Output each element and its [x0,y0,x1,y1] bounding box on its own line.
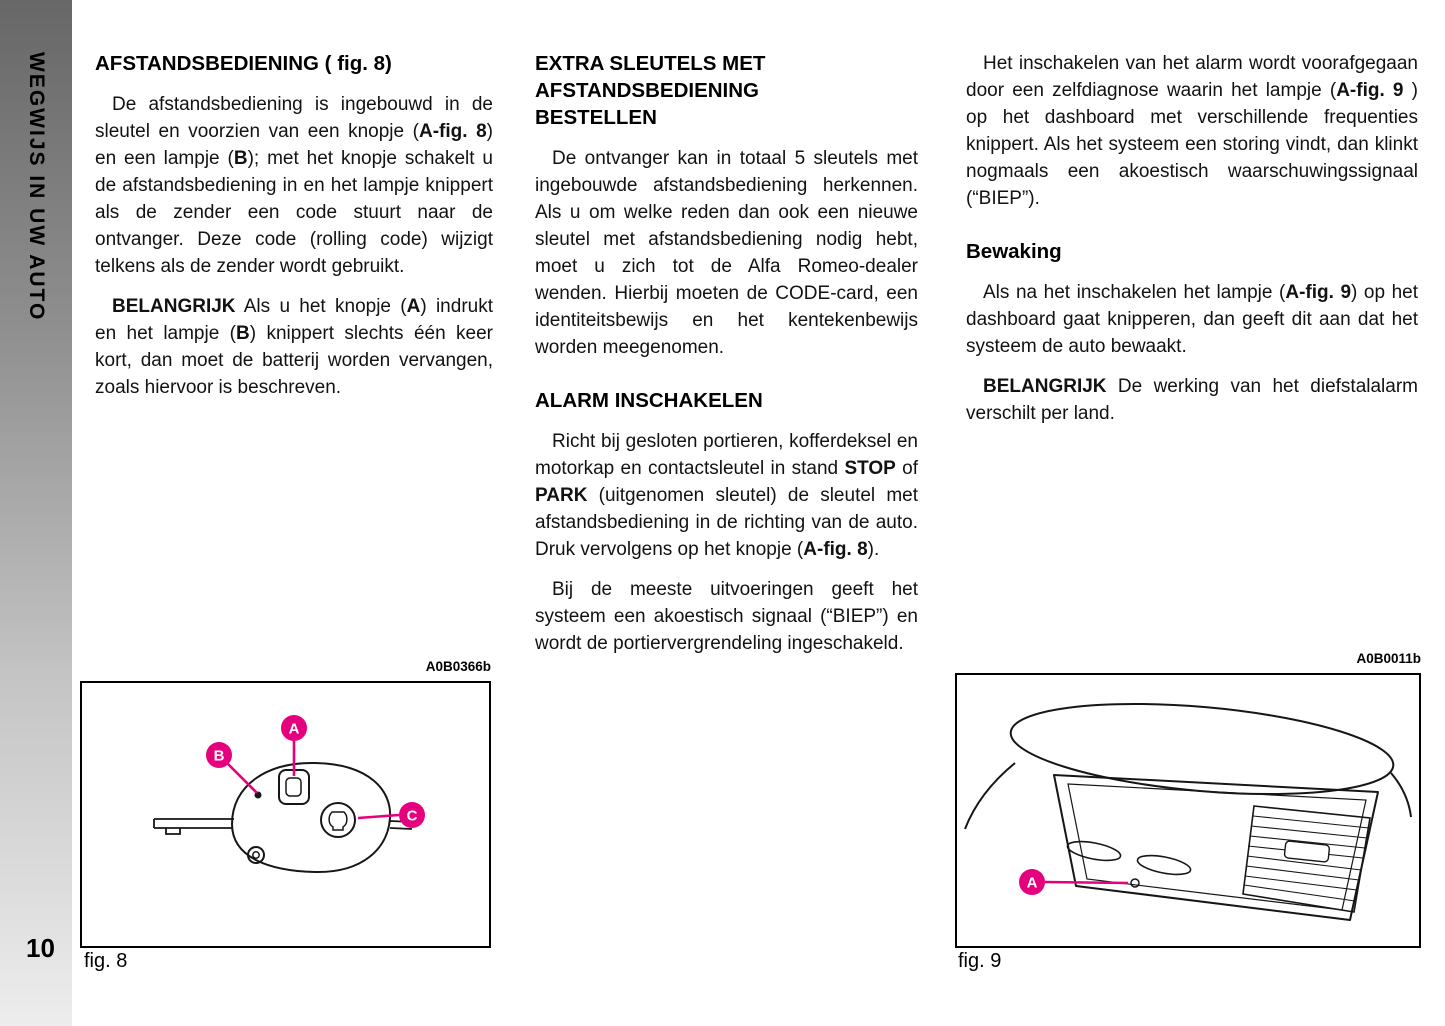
figure-8 [80,681,491,948]
paragraph-belangrijk-battery: BELANGRIJK Als u het knopje (A) indrukt en het lampje (B) knippert slechts één keer kort, dan moet de batterij worden vervangen, zoals hiervoor is beschreven. [95,296,493,398]
paragraph-belangrijk-land: BELANGRIJK De werking van het diefstalalarm verschilt per land. [966,376,1418,424]
figure-8-caption: fig. 8 [84,950,128,972]
figure-8-code: A0B0366b [425,659,491,674]
page-number: 10 [26,933,55,963]
key-remote-drawing [82,683,489,946]
figure-9 [955,673,1421,948]
heading-extra-sleutels [535,50,918,131]
heading-afstandsbediening: AFSTANDSBEDIENING ( fig. 8) [95,52,392,75]
heading-line: EXTRA SLEUTELS MET [535,52,766,75]
paragraph-alarm-activation: Richt bij gesloten portieren, kofferdeksel en motorkap en contactsleutel in stand STOP of PARK (uitgenomen sleutel) de sleutel met afstandsbediening in de richting van de auto. Druk vervolgens op het knopje (A-fig. 8). [535,431,919,560]
figure-9-code: A0B0011b [1356,651,1421,666]
paragraph-extra-keys: De ontvanger kan in totaal 5 sleutels met ingebouwde afstandsbediening herkennen. Als u om welke reden dan ook een nieuwe sleutel met afstandsbediening nodig hebt, moet u zich tot de Alfa Romeo-dealer wenden. Hierbij moeten de CODE-card, een identiteitsbewijs en het kentekenbewijs worden meegenomen. [535,148,918,358]
figure-9-caption: fig. 9 [958,950,1002,972]
callout-a-letter: A [288,720,300,738]
figure-8-callouts [206,715,425,828]
paragraph-beep-signal: Bij de meeste uitvoeringen geeft het systeem een akoestisch signaal (“BIEP”) en wordt de portiervergrendeling ingeschakeld. [535,579,918,654]
column-right [966,50,1418,440]
column-left [95,50,493,414]
callout-line-a [1045,882,1128,883]
chapter-sidebar [0,0,72,1026]
callout-a-letter: A [1026,874,1038,892]
paragraph-selfdiagnosis: Het inschakelen van het alarm wordt voorafgegaan door een zelfdiagnose waarin het lampje (A-fig. 9 ) op het dashboard met verschillende frequenties knippert. Als het systeem een storing vindt, dan klinkt nogmaals een akoestisch waarschuwingssignaal (“BIEP”). [966,53,1418,209]
chapter-title: WEGWIJS IN UW AUTO [25,52,48,322]
heading-line: AFSTANDSBEDIENING [535,79,759,102]
dashboard-drawing [957,675,1419,946]
callout-b-letter: B [213,747,225,765]
heading-line: BESTELLEN [535,106,657,129]
column-middle [535,50,918,670]
paragraph-remote-description: De afstandsbediening is ingebouwd in de sleutel en voorzien van een knopje (A-fig. 8) en een lampje (B); met het knopje schakelt u de afstandsbediening in en het lampje knippert als de zender een code stuurt naar de ontvanger. Deze code (rolling code) wijzigt telkens als de zender wordt gebruikt. [95,94,493,277]
alarm-led [1131,879,1139,887]
heading-alarm-inschakelen: ALARM INSCHAKELEN [535,389,763,412]
callout-line-c [358,815,399,818]
paragraph-bewaking: Als na het inschakelen het lampje (A-fig. 9) op het dashboard gaat knipperen, dan geeft dit aan dat het systeem de auto bewaakt. [966,282,1419,357]
callout-line-b [228,764,257,793]
callout-c-letter: C [406,807,418,825]
round-button [321,803,355,837]
heading-bewaking: Bewaking [966,240,1062,263]
